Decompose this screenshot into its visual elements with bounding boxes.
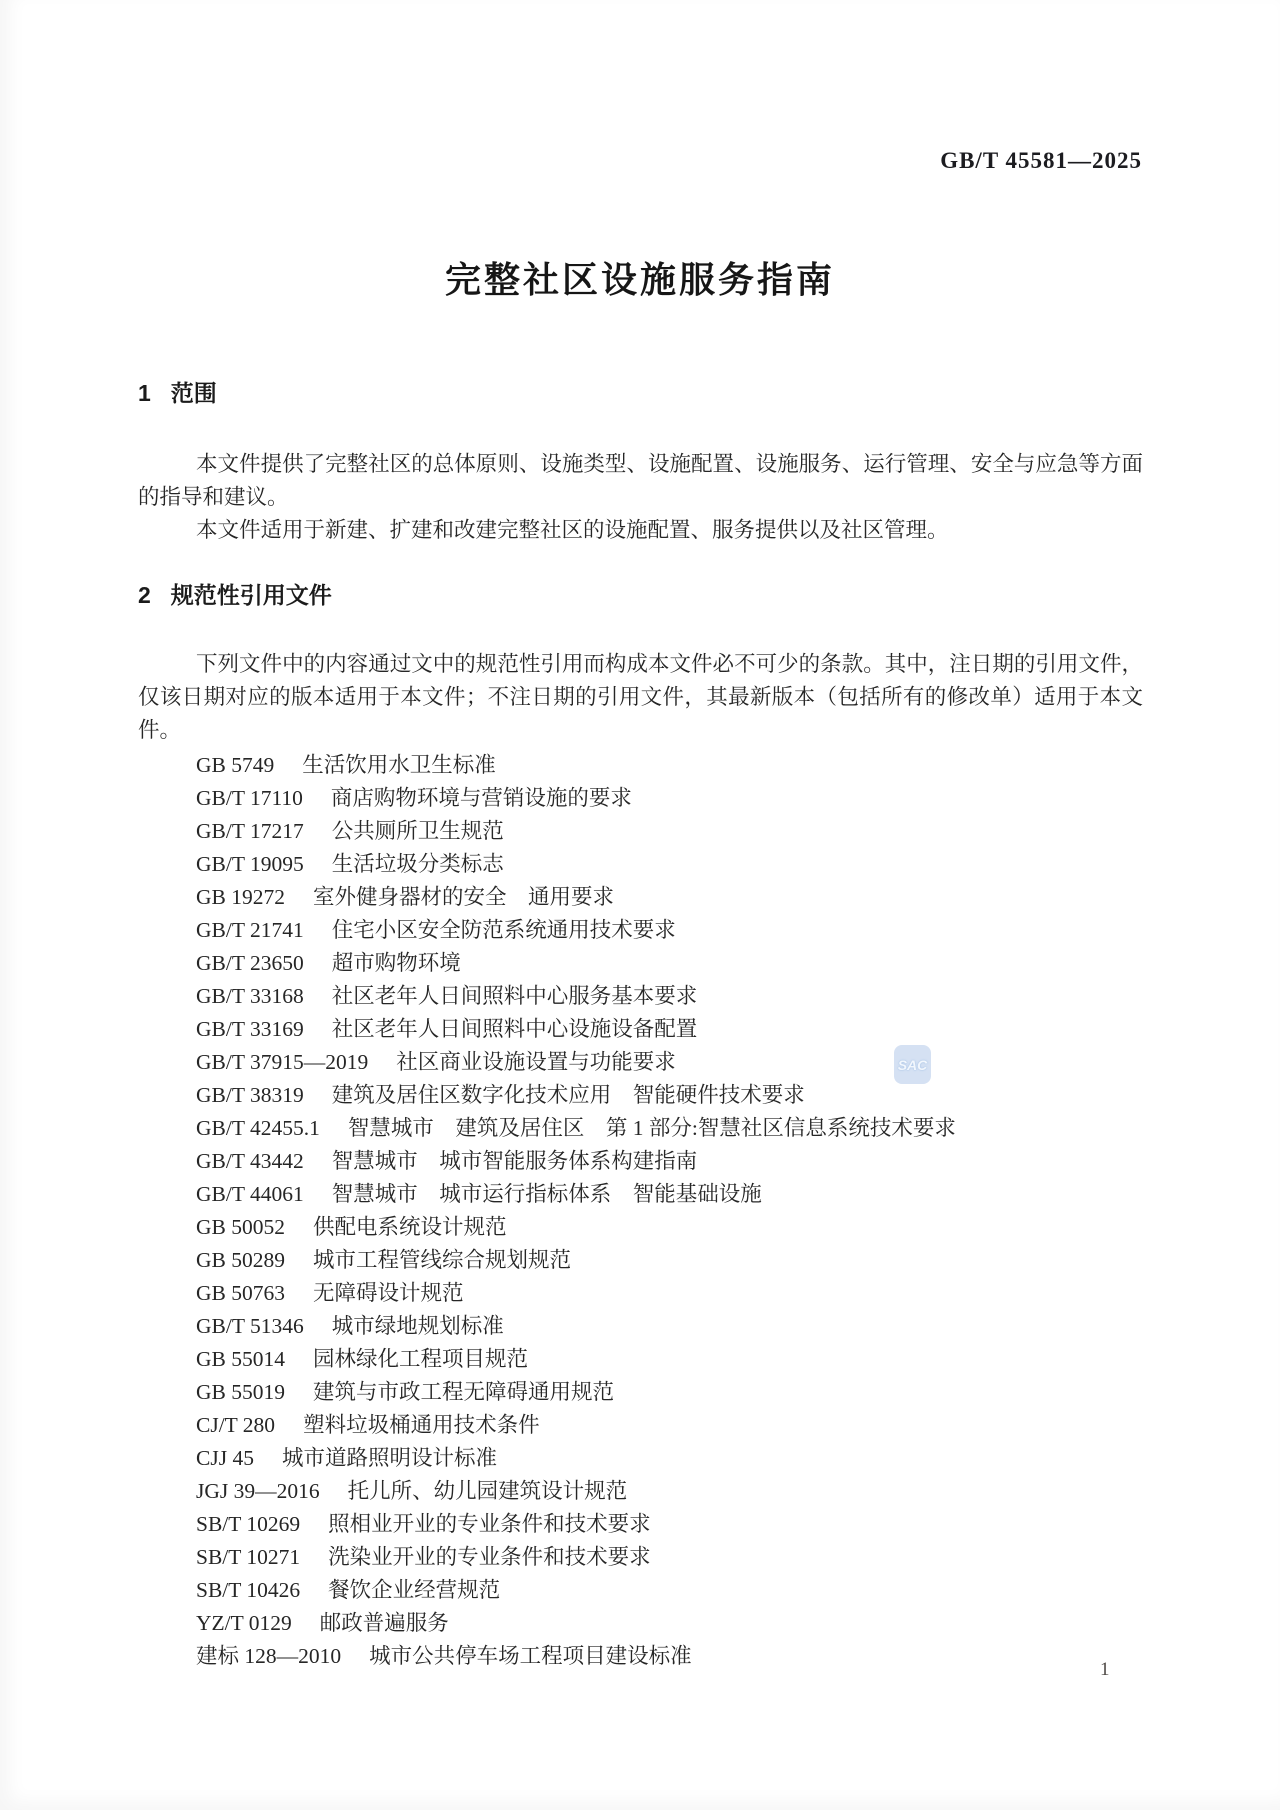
reference-code: SB/T 10426 xyxy=(196,1578,301,1602)
reference-item xyxy=(196,1508,1143,1541)
reference-title: 商店购物环境与营销设施的要求 xyxy=(330,786,632,810)
reference-title: 住宅小区安全防范系统通用技术要求 xyxy=(331,918,676,942)
reference-title: 室外健身器材的安全 通用要求 xyxy=(313,885,615,909)
reference-item xyxy=(196,1013,1143,1046)
reference-item xyxy=(196,1244,1143,1277)
reference-item xyxy=(196,1541,1143,1574)
document-title: 完整社区设施服务指南 xyxy=(444,259,835,300)
reference-code: YZ/T 0129 xyxy=(196,1611,292,1635)
reference-code: GB 55019 xyxy=(196,1380,285,1404)
reference-title: 生活垃圾分类标志 xyxy=(331,852,504,876)
reference-item xyxy=(196,947,1143,980)
reference-item xyxy=(196,1145,1143,1178)
reference-title: 建筑及居住区数字化技术应用 智能硬件技术要求 xyxy=(331,1083,805,1107)
reference-code: SB/T 10269 xyxy=(196,1512,301,1536)
reference-code: GB/T 37915—2019 xyxy=(196,1050,369,1074)
reference-code: CJJ 45 xyxy=(196,1446,254,1470)
paragraph: 下列文件中的内容通过文中的规范性引用而构成本文件必不可少的条款。其中，注日期的引用文件，仅该日期对应的版本适用于本文件；不注日期的引用文件，其最新版本（包括所有的修改单）适用于本文件。 xyxy=(138,652,1143,742)
reference-code: GB/T 44061 xyxy=(196,1182,304,1206)
section-heading-normative-references xyxy=(138,580,1143,610)
reference-item xyxy=(196,1046,1143,1079)
reference-code: GB 50289 xyxy=(196,1248,285,1272)
reference-list xyxy=(138,749,1143,1673)
reference-title: 照相业开业的专业条件和技术要求 xyxy=(328,1512,651,1536)
reference-item xyxy=(196,914,1143,947)
reference-item xyxy=(196,1178,1143,1211)
reference-title: 城市绿地规划标准 xyxy=(331,1314,504,1338)
reference-title: 餐饮企业经营规范 xyxy=(328,1578,501,1602)
reference-item xyxy=(196,881,1143,914)
paragraph: 本文件适用于新建、扩建和改建完整社区的设施配置、服务提供以及社区管理。 xyxy=(196,518,949,542)
reference-code: 建标 128—2010 xyxy=(196,1644,342,1668)
reference-title: 公共厕所卫生规范 xyxy=(331,819,504,843)
paragraph: 本文件提供了完整社区的总体原则、设施类型、设施配置、设施服务、运行管理、安全与应急等方面的指导和建议。 xyxy=(138,452,1143,509)
reference-item xyxy=(196,980,1143,1013)
reference-item xyxy=(196,848,1143,881)
reference-item xyxy=(196,1574,1143,1607)
reference-item xyxy=(196,1112,1143,1145)
sac-watermark-logo: SAC xyxy=(894,1045,931,1084)
reference-item xyxy=(196,1277,1143,1310)
reference-code: GB/T 21741 xyxy=(196,918,304,942)
reference-code: GB/T 51346 xyxy=(196,1314,304,1338)
reference-title: 塑料垃圾桶通用技术条件 xyxy=(303,1413,540,1437)
reference-title: 城市工程管线综合规划规范 xyxy=(313,1248,572,1272)
reference-code: GB/T 38319 xyxy=(196,1083,304,1107)
reference-item xyxy=(196,1409,1143,1442)
reference-title: 超市购物环境 xyxy=(331,951,461,975)
reference-code: SB/T 10271 xyxy=(196,1545,301,1569)
reference-title: 洗染业开业的专业条件和技术要求 xyxy=(328,1545,651,1569)
reference-title: 邮政普遍服务 xyxy=(319,1611,449,1635)
page-number: 1 xyxy=(1100,1659,1110,1680)
reference-title: 城市公共停车场工程项目建设标准 xyxy=(369,1644,692,1668)
reference-code: CJ/T 280 xyxy=(196,1413,276,1437)
reference-item xyxy=(196,1442,1143,1475)
reference-code: GB 50052 xyxy=(196,1215,285,1239)
reference-code: GB 55014 xyxy=(196,1347,285,1371)
reference-code: JGJ 39—2016 xyxy=(196,1479,320,1503)
reference-item xyxy=(196,749,1143,782)
reference-code: GB/T 33169 xyxy=(196,1017,304,1041)
reference-title: 托儿所、幼儿园建筑设计规范 xyxy=(347,1479,628,1503)
reference-item xyxy=(196,1310,1143,1343)
reference-title: 社区老年人日间照料中心设施设备配置 xyxy=(331,1017,698,1041)
reference-title: 社区老年人日间照料中心服务基本要求 xyxy=(331,984,698,1008)
reference-code: GB 19272 xyxy=(196,885,285,909)
reference-code: GB/T 17217 xyxy=(196,819,304,843)
reference-title: 智慧城市 城市智能服务体系构建指南 xyxy=(331,1149,698,1173)
reference-item xyxy=(196,1079,1143,1112)
reference-item xyxy=(196,782,1143,815)
reference-item xyxy=(196,1475,1143,1508)
reference-item xyxy=(196,1211,1143,1244)
reference-item xyxy=(196,1607,1143,1640)
reference-title: 供配电系统设计规范 xyxy=(313,1215,507,1239)
reference-code: GB/T 43442 xyxy=(196,1149,304,1173)
reference-item xyxy=(196,1640,1143,1673)
reference-title: 建筑与市政工程无障碍通用规范 xyxy=(313,1380,615,1404)
section-heading-scope xyxy=(138,378,1143,408)
section-number: 2 xyxy=(138,582,151,608)
reference-item xyxy=(196,1343,1143,1376)
reference-code: GB 50763 xyxy=(196,1281,285,1305)
reference-title: 智慧城市 建筑及居住区 第 1 部分:智慧社区信息系统技术要求 xyxy=(347,1116,956,1140)
reference-title: 社区商业设施设置与功能要求 xyxy=(396,1050,676,1074)
standard-number: GB/T 45581—2025 xyxy=(940,148,1142,173)
reference-title: 园林绿化工程项目规范 xyxy=(313,1347,529,1371)
reference-item xyxy=(196,1376,1143,1409)
reference-code: GB/T 42455.1 xyxy=(196,1116,320,1140)
reference-title: 生活饮用水卫生标准 xyxy=(302,753,496,777)
section-title: 规范性引用文件 xyxy=(170,582,332,608)
document-body xyxy=(138,378,1143,1673)
reference-code: GB/T 19095 xyxy=(196,852,304,876)
reference-item xyxy=(196,815,1143,848)
reference-code: GB/T 33168 xyxy=(196,984,304,1008)
reference-code: GB/T 23650 xyxy=(196,951,304,975)
section-number: 1 xyxy=(138,380,151,406)
reference-title: 城市道路照明设计标准 xyxy=(281,1446,497,1470)
reference-title: 无障碍设计规范 xyxy=(313,1281,464,1305)
section-title: 范围 xyxy=(170,380,217,406)
reference-code: GB 5749 xyxy=(196,753,275,777)
reference-title: 智慧城市 城市运行指标体系 智能基础设施 xyxy=(331,1182,762,1206)
reference-code: GB/T 17110 xyxy=(196,786,303,810)
